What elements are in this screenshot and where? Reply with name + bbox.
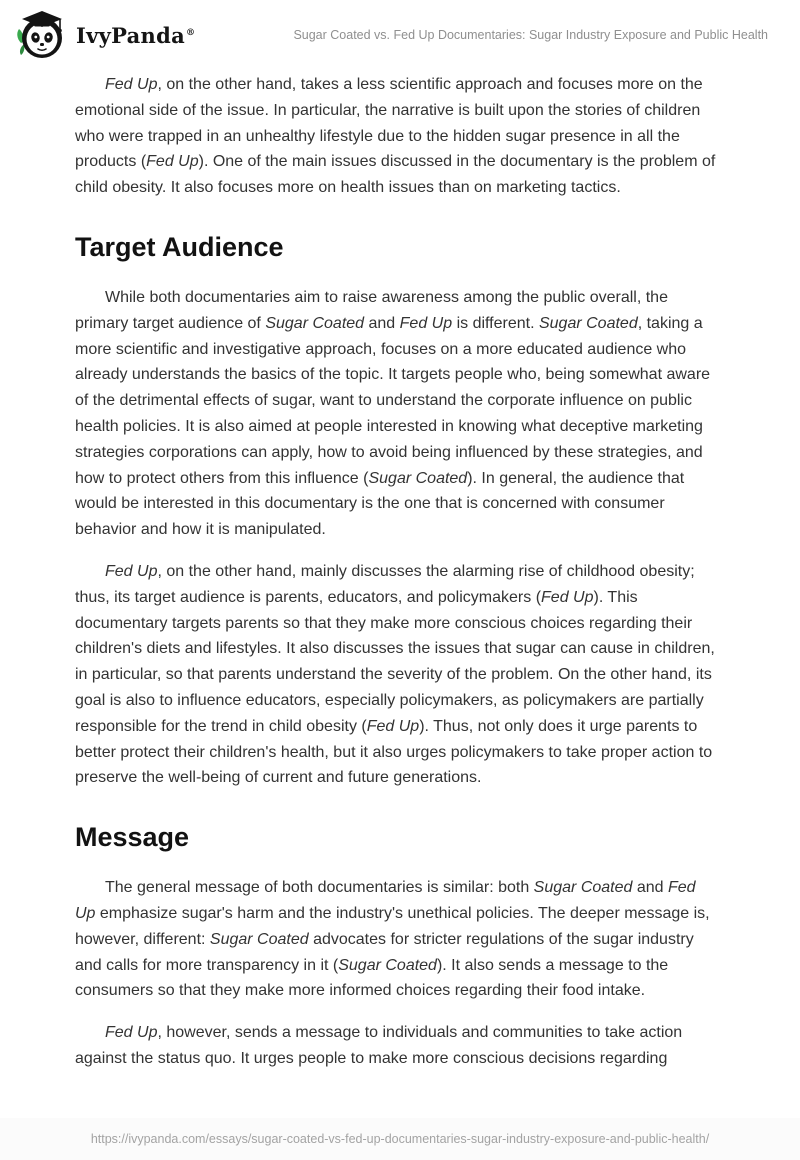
paragraph: The general message of both documentaries is similar: both Sugar Coated and Fed Up emphasize sugar's harm and the industry's unethical policies. The deeper message is, however, different: Sugar Coated advocates for stricter regulations of the sugar industry and calls for more transparency in it (Sugar Coated). It also sends a message to the consumers so that they make more informed choices regarding their food intake. xyxy=(75,879,710,1000)
paragraph: Fed Up, on the other hand, mainly discusses the alarming rise of childhood obesity; thus, its target audience is parents, educators, and policymakers (Fed Up). This documentary targets parents so that they make more conscious choices regarding their children's diets and lifestyles. It also discusses the issues that sugar can cause in children, in particular, so that parents understand the severity of the problem. On the other hand, its goal is also to influence educators, especially policymakers, as policymakers are partially responsible for the trend in child obesity (Fed Up). Thus, not only does it urge parents to better protect their children's health, but it also urges policymakers to take proper action to preserve the well-being of current and future generations. xyxy=(75,562,715,787)
paragraph: Fed Up, on the other hand, takes a less scientific approach and focuses more on the emotional side of the issue. In particular, the narrative is built upon the stories of children who were trapped in an unhealthy lifestyle due to the hidden sugar presence in all the products (Fed Up). One of the main issues discussed in the documentary is the problem of child obesity. It also focuses more on health issues than on marketing tactics. xyxy=(75,76,716,197)
section-heading: Message xyxy=(75,822,190,853)
registered-mark: ® xyxy=(186,27,196,38)
paragraph: Fed Up, however, sends a message to individuals and communities to take action against the status quo. It urges people to make more conscious decisions regarding xyxy=(75,1024,683,1067)
brand-logo-link[interactable] xyxy=(14,9,195,61)
source-url: https://ivypanda.com/essays/sugar-coated-vs-fed-up-documentaries-sugar-industry-exposure-and-public-health/ xyxy=(90,1132,710,1146)
ivypanda-panda-logo-icon xyxy=(14,9,66,61)
page-footer xyxy=(0,1118,800,1160)
brand-name xyxy=(76,23,195,48)
page-header xyxy=(0,0,800,64)
section-heading: Target Audience xyxy=(75,231,284,262)
paragraph: While both documentaries aim to raise awareness among the public overall, the primary target audience of Sugar Coated and Fed Up is different. Sugar Coated, taking a more scientific and investigative approach, focuses on a more educated audience who already understands the basics of the topic. It targets people who, being somewhat aware of the detrimental effects of sugar, want to understand the corporate influence on public health policies. It is also aimed at people interested in knowing what deceptive marketing strategies corporations can apply, how to avoid being influenced by these strategies, and how to protect others from this influence (Sugar Coated). In general, the audience that would be interested in this documentary is the one that is concerned with consumer behavior and how it is manipulated. xyxy=(75,288,711,539)
document-title: Sugar Coated vs. Fed Up Documentaries: Sugar Industry Exposure and Public Health xyxy=(293,28,768,42)
article-body xyxy=(0,64,800,1072)
brand-name-text: IvyPanda xyxy=(76,22,186,48)
